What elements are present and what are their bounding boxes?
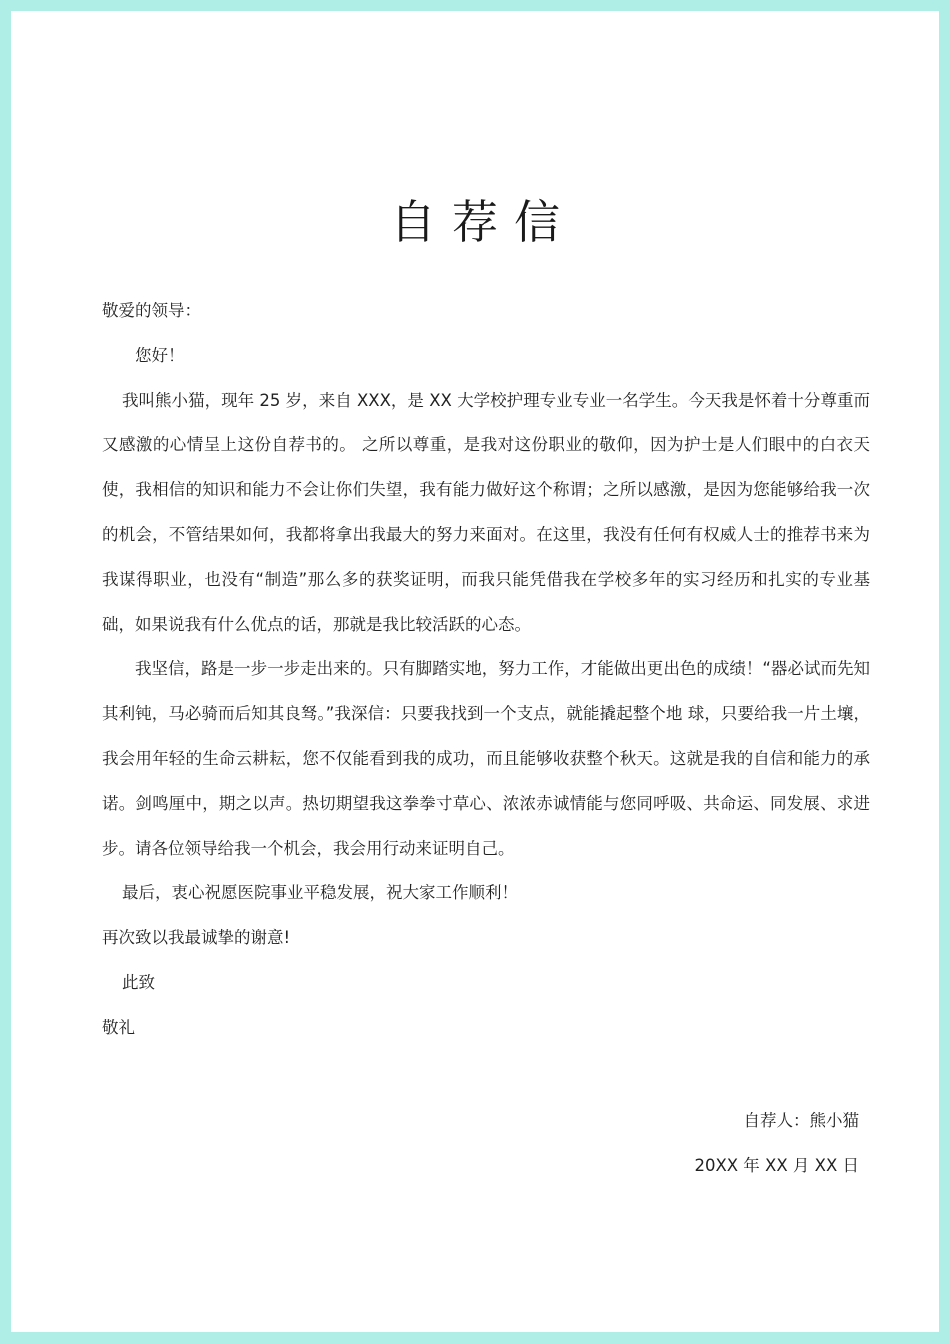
salutation: 敬爱的领导： (102, 301, 201, 320)
closing-jingli: 敬礼 (102, 1017, 135, 1037)
letter-page (11, 11, 939, 1332)
letter-date: 20XX 年 XX 月 XX 日 (694, 1155, 859, 1175)
signature-block (694, 1099, 859, 1189)
paragraph-wishes: 最后，衷心祝愿医院事业平稳发展，祝大家工作顺利！ (122, 883, 518, 903)
letter-title: 自荐信 (390, 194, 576, 249)
closing-cizhi: 此致 (122, 972, 155, 992)
thanks-line: 再次致以我最诚挚的谢意! (102, 928, 291, 948)
greeting: 您好！ (135, 345, 185, 365)
paragraph-intro: 我叫熊小猫，现年 25 岁，来自 XXX，是 XX 大学校护理专业专业一名学生。今天我是怀着十分尊重而又感激的心情呈上这份自荐书的。 之所以尊重，是我对这份职业的敬仰，因为护士是人们眼中的白衣天使，我相信的知识和能力不会让你们失望，我有能力做好这个称谓；之所以感激，是因为您能够给我一次的机会，不管结果如何，我都将拿出我最大的努力来面对。在这里，我没有任何有权威人士的推荐书来为我谋得职业，也没有“制造”那么多的获奖证明，而我只能凭借我在学校多年的实习经历和扎实的专业基础，如果说我有什么优点的话，那就是我比较活跃的心态。 (102, 390, 870, 634)
signer-name: 自荐人：熊小猫 (743, 1111, 859, 1130)
paragraph-belief: 我坚信，路是一步一步走出来的。只有脚踏实地，努力工作，才能做出更出色的成绩！“器必试而先知其利钝，马必骑而后知其良驽。”我深信：只要我找到一个支点，就能撬起整个地 球，只要给我一片土壤，我会用年轻的生命云耕耘，您不仅能看到我的成功，而且能够收获整个秋天。这就是我的自信和能力的承诺。剑鸣厘中，期之以声。热切期望我这拳拳寸草心、浓浓赤诚情能与您同呼吸、共命运、同发展、求进步。请各位领导给我一个机会，我会用行动来证明自己。 (102, 659, 870, 858)
letter-body (102, 289, 870, 1051)
